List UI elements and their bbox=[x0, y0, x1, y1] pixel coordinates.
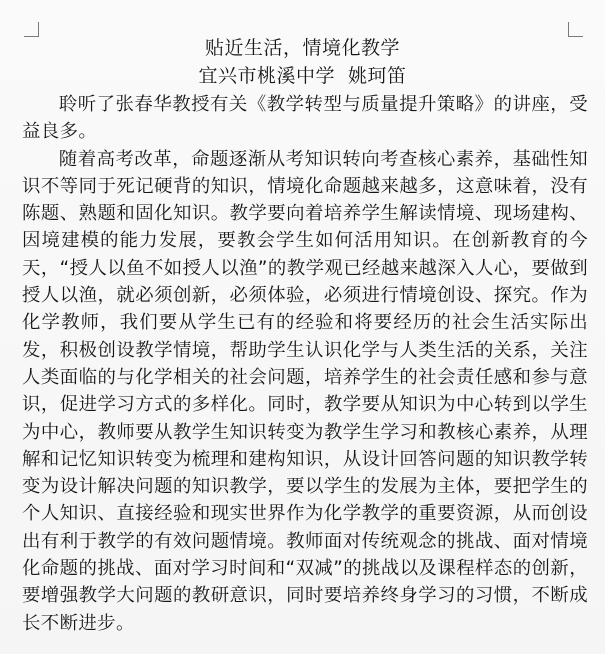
document-title: 贴近生活，情境化教学 bbox=[204, 37, 400, 59]
document-body bbox=[22, 91, 588, 637]
paragraph-main: 随着高考改革，命题逐渐从考知识转向考查核心素养，基础性知识不等同于死记硬背的知识，情境化命题越来越多，这意味着，没有陈题、熟题和固化知识。教学要向着培养学生解读情境、现场建构、因境建模的能力发展，要教会学生如何活用知识。在创新教育的今天，“授人以鱼不如授人以渔”的教学观已经越来越深入人心，要做到授人以渔，就必须创新，必须体验，必须进行情境创设、探究。作为化学教师，我们要从学生已有的经验和将要经历的社会生活实际出发，积极创设教学情境，帮助学生认识化学与人类生活的关系，关注人类面临的与化学相关的社会问题，培养学生的社会责任感和参与意识，促进学习方式的多样化。同时，教学要从知识为中心转到以学生为中心，教师要从教学生知识转变为教学生学习和教核心素养，从理解和记忆知识转变为梳理和建构知识，从设计回答问题的知识教学转变为设计解决问题的知识教学，要以学生的发展为主体，要把学生的个人知识、直接经验和现实世界作为化学教学的重要资源，从而创设出有利于教学的有效问题情境。教师面对传统观念的挑战、面对情境化命题的挑战、面对学习时间和“双减”的挑战以及课程样态的创新，要增强教学大问题的教研意识，同时要培养终身学习的习惯，不断成长不断进步。 bbox=[22, 148, 588, 634]
crop-mark-top-left bbox=[24, 22, 39, 37]
paragraph-intro: 聆听了张春华教授有关《教学转型与质量提升策略》的讲座，受益良多。 bbox=[22, 94, 588, 143]
crop-mark-top-right bbox=[568, 22, 583, 37]
author-line: 宜兴市桃溪中学 姚珂笛 bbox=[198, 65, 407, 87]
